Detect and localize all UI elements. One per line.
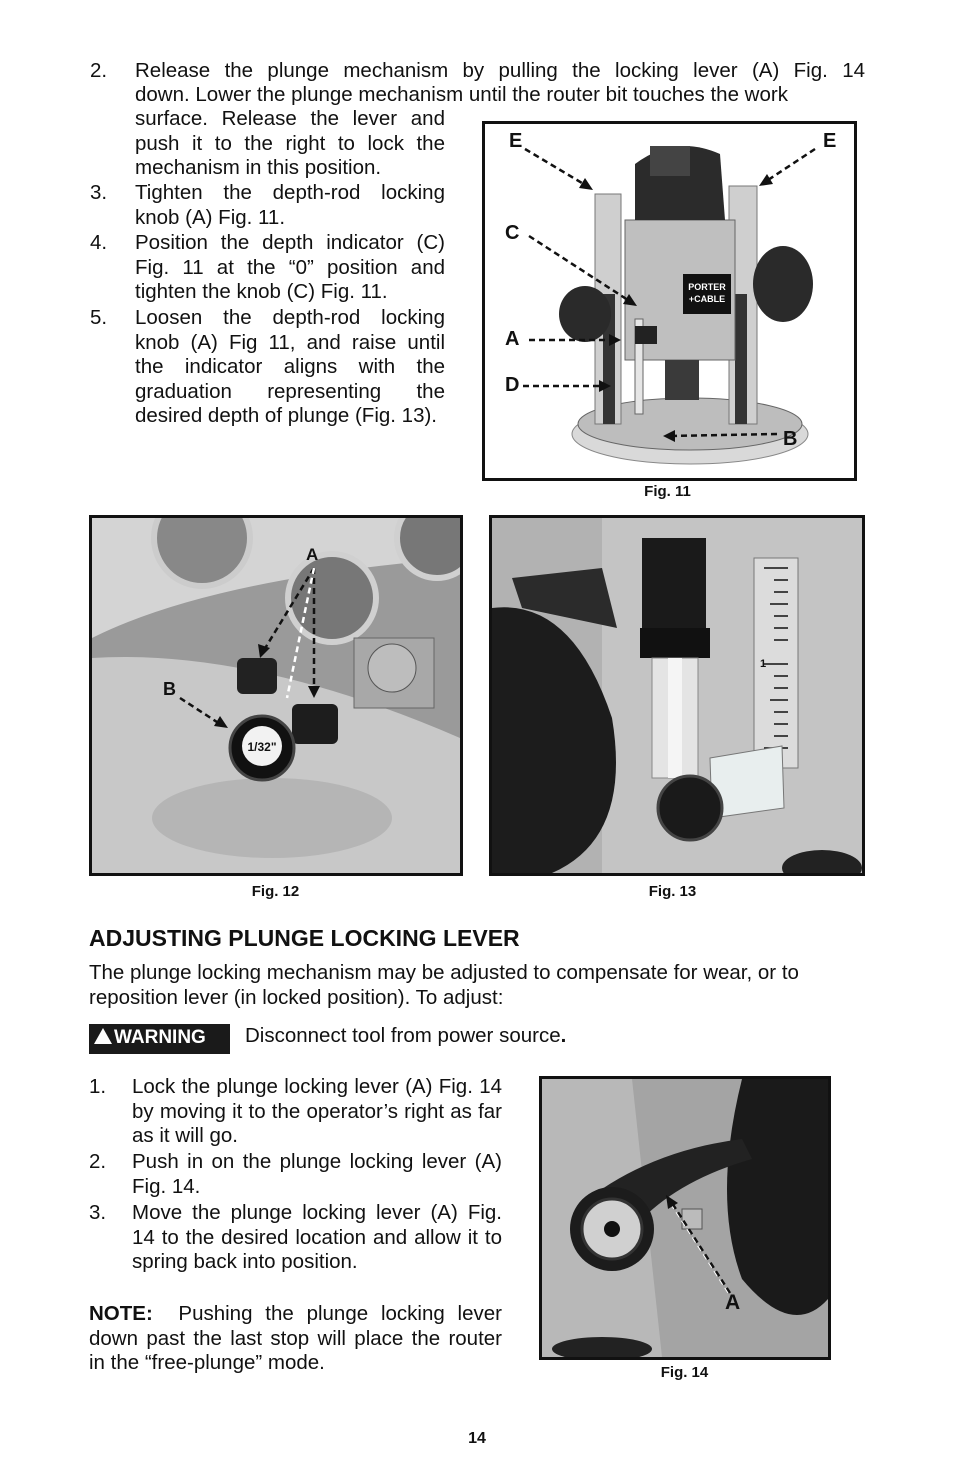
warning-triangle-icon — [94, 1028, 112, 1044]
fig-14-lever-photo — [539, 1076, 831, 1360]
fig-11-label-d: D — [505, 374, 520, 396]
fig-13-depth-scale-photo — [489, 515, 865, 876]
step-2-line-2: down. Lower the plunge mechanism until the router bit touches the work — [135, 83, 788, 106]
note-text: Pushing the plunge locking lever down past the last stop will place the router in the “free-plunge” mode. — [89, 1302, 502, 1374]
fig-12-caption: Fig. 12 — [251, 883, 300, 900]
fig-11-label-b: B — [783, 428, 798, 450]
step-2-line-1: Release the plunge mechanism by pulling the locking lever (A) Fig. 14 — [135, 59, 865, 82]
fig-14-label-a: A — [725, 1291, 741, 1314]
fig-11-label-a: A — [505, 328, 520, 350]
note-label: NOTE: — [89, 1302, 153, 1325]
step-2-number: 2. — [90, 59, 108, 82]
lever-step-3-text: Move the plunge locking lever (A) Fig. 14 to the desired location and allow it to spring back into position. — [132, 1201, 502, 1273]
step-5-text: Loosen the depth-rod locking knob (A) Fig 11, and raise until the indicator aligns with the graduation representing the desired depth of plunge (Fig. 13). — [135, 306, 445, 427]
warning-badge-text: WARNING — [114, 1027, 206, 1048]
lever-step-2-text: Push in on the plunge locking lever (A) Fig. 14. — [132, 1150, 502, 1198]
step-3-text: Tighten the depth-rod locking knob (A) Fig. 11. — [135, 181, 445, 229]
fig-12-label-a: A — [306, 545, 319, 564]
warning-text: Disconnect tool from power source. — [245, 1024, 567, 1047]
step-5-number: 5. — [90, 306, 108, 329]
lever-step-1-text: Lock the plunge locking lever (A) Fig. 14 by moving it to the operator’s right as far as it will go. — [132, 1075, 502, 1147]
svg-text:+CABLE: +CABLE — [688, 294, 726, 304]
section-heading: ADJUSTING PLUNGE LOCKING LEVER — [89, 925, 520, 951]
lever-step-3-number: 3. — [89, 1201, 107, 1224]
lever-step-2-number: 2. — [89, 1150, 107, 1173]
fig-11-label-c: C — [505, 222, 520, 244]
lever-illustration — [542, 1079, 828, 1357]
section-intro: The plunge locking mechanism may be adjusted to compensate for wear, or to reposition lever (in locked position). To adjust: — [89, 961, 799, 1009]
svg-text:PORTER: PORTER — [688, 282, 726, 292]
warning-badge — [89, 1024, 230, 1054]
step-3-number: 3. — [90, 181, 108, 204]
router-illustration — [485, 124, 854, 478]
page-number: 14 — [468, 1430, 486, 1447]
fig-11-label-e-left: E — [509, 130, 523, 152]
fig-12-depth-stop-photo — [89, 515, 463, 876]
depth-scale-illustration — [492, 518, 862, 873]
fig-12-label-b: B — [163, 679, 176, 699]
step-2-rest: surface. Release the lever and push it to the right to lock the mechanism in this position. — [135, 107, 445, 179]
fig-11-caption: Fig. 11 — [644, 483, 691, 500]
fig-11-router-photo — [482, 121, 857, 481]
svg-text:1/32": 1/32" — [247, 740, 277, 754]
step-4-text: Position the depth indicator (C) Fig. 11 at the “0” position and tighten the knob (C) Fig. 11. — [135, 231, 445, 303]
fig-13-caption: Fig. 13 — [648, 883, 697, 900]
fig-14-caption: Fig. 14 — [660, 1364, 709, 1381]
step-4-number: 4. — [90, 231, 108, 254]
fig-11-label-e-right: E — [823, 130, 837, 152]
note-paragraph — [89, 1302, 502, 1376]
depth-stop-illustration — [92, 518, 460, 873]
lever-step-1-number: 1. — [89, 1075, 107, 1098]
fig-13-scale-label: 1 — [760, 658, 767, 670]
